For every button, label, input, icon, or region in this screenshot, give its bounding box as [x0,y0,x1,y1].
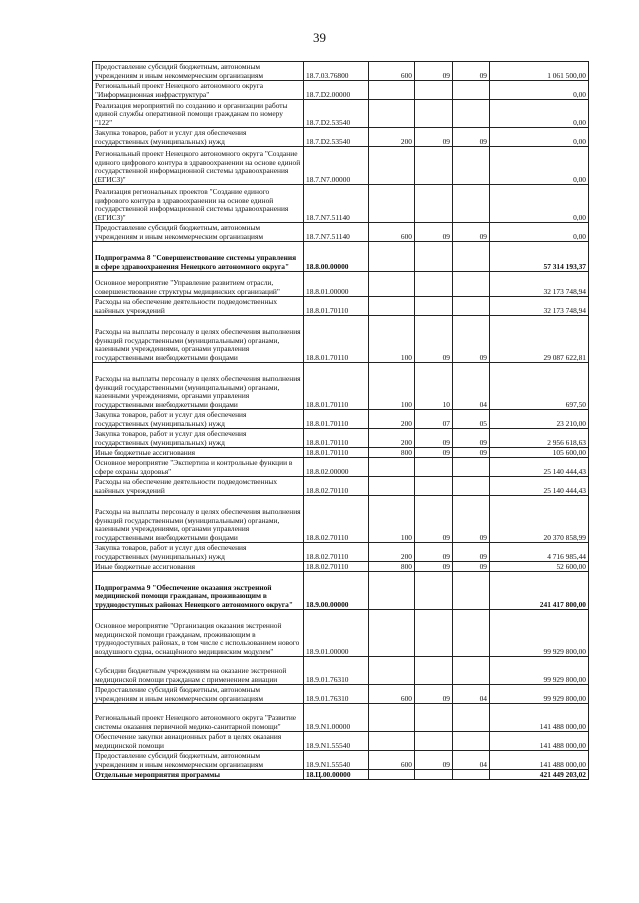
table-row [93,100,589,128]
row-name-cell: Иные бюджетные ассигнования [93,562,304,572]
row-subsection-cell [453,458,490,477]
row-amount-cell: 99 929 800,00 [490,657,589,685]
row-code-cell: 18.8.02.70110 [304,562,369,572]
row-subsection-cell: 04 [453,685,490,704]
row-expense-type-cell: 600 [369,223,415,242]
row-subsection-cell [453,657,490,685]
row-section-cell [415,297,453,316]
row-code-cell: 18.9.N1.00000 [304,704,369,732]
row-section-cell [415,242,453,272]
row-amount-cell: 0,00 [490,100,589,128]
row-expense-type-cell [369,100,415,128]
row-expense-type-cell: 800 [369,562,415,572]
row-expense-type-cell: 800 [369,448,415,458]
row-expense-type-cell [369,477,415,496]
row-name-cell: Расходы на обеспечение деятельности подведомственных казённых учреждений [93,477,304,496]
row-section-cell [415,732,453,751]
row-name-cell: Закупка товаров, работ и услуг для обеспечения государственных (муниципальных) нужд [93,429,304,448]
row-expense-type-cell: 200 [369,128,415,147]
row-amount-cell: 52 600,00 [490,562,589,572]
table-row [93,610,589,657]
row-code-cell: 18.8.01.70110 [304,363,369,410]
row-expense-type-cell [369,657,415,685]
row-subsection-cell: 04 [453,751,490,770]
row-code-cell: 18.9.00.00000 [304,572,369,610]
row-code-cell: 18.9.N1.55540 [304,732,369,751]
table-row [93,657,589,685]
row-name-cell: Субсидии бюджетным учреждениям на оказание экстренной медицинской помощи гражданам с применением авиации [93,657,304,685]
row-section-cell: 09 [415,62,453,81]
row-code-cell: 18.8.02.70110 [304,543,369,562]
table-row [93,685,589,704]
row-expense-type-cell: 100 [369,363,415,410]
row-expense-type-cell [369,272,415,297]
row-section-cell [415,185,453,223]
row-subsection-cell [453,704,490,732]
row-amount-cell: 0,00 [490,81,589,100]
row-expense-type-cell [369,81,415,100]
row-name-cell: Закупка товаров, работ и услуг для обеспечения государственных (муниципальных) нужд [93,410,304,429]
row-section-cell [415,477,453,496]
row-amount-cell: 23 210,00 [490,410,589,429]
row-expense-type-cell [369,458,415,477]
row-code-cell: 18.9.01.76310 [304,685,369,704]
row-amount-cell: 4 716 985,44 [490,543,589,562]
row-subsection-cell [453,147,490,185]
row-name-cell: Основное мероприятие "Управление развитием отрасли, совершенствование структуры медицинских организаций" [93,272,304,297]
row-code-cell: 18.7.D2.53540 [304,100,369,128]
row-amount-cell: 32 173 748,94 [490,297,589,316]
row-expense-type-cell [369,572,415,610]
row-code-cell: 18.7.03.76800 [304,62,369,81]
table-row [93,223,589,242]
row-subsection-cell: 09 [453,128,490,147]
table-row [93,448,589,458]
row-expense-type-cell [369,704,415,732]
row-subsection-cell: 04 [453,363,490,410]
row-expense-type-cell: 200 [369,429,415,448]
row-subsection-cell [453,100,490,128]
row-subsection-cell [453,572,490,610]
row-name-cell: Расходы на выплаты персоналу в целях обеспечения выполнения функций государственными (муниципальными) органами, казенными учреждениями, органами управления государственными внебюджетными фондами [93,496,304,543]
row-name-cell: Расходы на выплаты персоналу в целях обеспечения выполнения функций государственными (муниципальными) органами, казенными учреждениями, органами управления государственными внебюджетными фондами [93,316,304,363]
table-row [93,242,589,272]
row-code-cell: 18.7.N7.51140 [304,185,369,223]
row-subsection-cell [453,297,490,316]
row-name-cell: Предоставление субсидий бюджетным, автономным учреждениям и иным некоммерческим организациям [93,62,304,81]
row-name-cell: Региональный проект Ненецкого автономного округа "Информационная инфраструктура" [93,81,304,100]
row-code-cell: 18.7.D2.00000 [304,81,369,100]
table-row [93,147,589,185]
row-subsection-cell [453,272,490,297]
row-section-cell [415,100,453,128]
row-section-cell: 09 [415,448,453,458]
row-name-cell: Иные бюджетные ассигнования [93,448,304,458]
row-expense-type-cell [369,770,415,780]
table-row [93,751,589,770]
page-number: 39 [313,30,326,45]
row-subsection-cell: 09 [453,223,490,242]
row-code-cell: 18.8.01.70110 [304,429,369,448]
row-expense-type-cell: 600 [369,62,415,81]
row-expense-type-cell: 200 [369,543,415,562]
row-subsection-cell: 09 [453,448,490,458]
row-amount-cell: 99 929 800,00 [490,610,589,657]
budget-table [92,61,589,780]
row-code-cell: 18.7.N7.51140 [304,223,369,242]
row-section-cell: 09 [415,429,453,448]
row-amount-cell: 2 956 618,63 [490,429,589,448]
table-row [93,410,589,429]
row-expense-type-cell: 600 [369,751,415,770]
table-row [93,272,589,297]
row-amount-cell: 141 488 000,00 [490,732,589,751]
table-row [93,363,589,410]
row-subsection-cell [453,610,490,657]
row-subsection-cell [453,81,490,100]
table-row [93,704,589,732]
row-amount-cell: 0,00 [490,147,589,185]
table-row [93,316,589,363]
table-body [93,62,589,780]
row-name-cell: Реализация мероприятий по созданию и организации работы единой службы оперативной помощи гражданам по номеру "122" [93,100,304,128]
row-section-cell: 10 [415,363,453,410]
row-section-cell [415,610,453,657]
row-name-cell: Отдельные мероприятия программы [93,770,304,780]
row-code-cell: 18.9.01.76310 [304,657,369,685]
row-amount-cell: 25 140 444,43 [490,458,589,477]
row-amount-cell: 20 370 858,99 [490,496,589,543]
row-name-cell: Расходы на выплаты персоналу в целях обеспечения выполнения функций государственными (муниципальными) органами, казенными учреждениями, органами управления государственными внебюджетными фондами [93,363,304,410]
table-row [93,429,589,448]
row-section-cell: 09 [415,685,453,704]
row-section-cell [415,770,453,780]
row-code-cell: 18.8.02.70110 [304,477,369,496]
row-name-cell: Закупка товаров, работ и услуг для обеспечения государственных (муниципальных) нужд [93,128,304,147]
row-section-cell: 07 [415,410,453,429]
row-code-cell: 18.Ц.00.00000 [304,770,369,780]
row-name-cell: Подпрограмма 9 "Обеспечение оказания экстренной медицинской помощи гражданам, проживающим в труднодоступных районах Ненецкого автономного округа" [93,572,304,610]
row-code-cell: 18.8.01.70110 [304,297,369,316]
row-section-cell: 09 [415,316,453,363]
row-expense-type-cell [369,242,415,272]
row-section-cell [415,272,453,297]
row-name-cell: Закупка товаров, работ и услуг для обеспечения государственных (муниципальных) нужд [93,543,304,562]
row-amount-cell: 697,50 [490,363,589,410]
row-section-cell: 09 [415,223,453,242]
table-row [93,185,589,223]
row-section-cell: 09 [415,751,453,770]
row-subsection-cell: 09 [453,562,490,572]
row-section-cell: 09 [415,496,453,543]
row-name-cell: Расходы на обеспечение деятельности подведомственных казённых учреждений [93,297,304,316]
row-section-cell [415,147,453,185]
row-code-cell: 18.8.01.70110 [304,316,369,363]
row-amount-cell: 29 087 622,81 [490,316,589,363]
row-amount-cell: 99 929 800,00 [490,685,589,704]
row-name-cell: Предоставление субсидий бюджетным, автономным учреждениям и иным некоммерческим организациям [93,223,304,242]
row-name-cell: Обеспечение закупки авиационных работ в целях оказания медицинской помощи [93,732,304,751]
row-section-cell [415,81,453,100]
row-amount-cell: 1 061 500,00 [490,62,589,81]
row-amount-cell: 421 449 203,02 [490,770,589,780]
row-amount-cell: 105 600,00 [490,448,589,458]
row-section-cell [415,458,453,477]
table-row [93,732,589,751]
row-amount-cell: 141 488 000,00 [490,704,589,732]
row-expense-type-cell: 600 [369,685,415,704]
row-code-cell: 18.7.N7.00000 [304,147,369,185]
table-row [93,62,589,81]
row-amount-cell: 0,00 [490,128,589,147]
table-row [93,543,589,562]
row-code-cell: 18.8.01.70110 [304,448,369,458]
table-row [93,496,589,543]
row-amount-cell: 32 173 748,94 [490,272,589,297]
row-code-cell: 18.8.01.00000 [304,272,369,297]
row-expense-type-cell [369,610,415,657]
row-subsection-cell: 09 [453,543,490,562]
row-subsection-cell [453,770,490,780]
table-row [93,81,589,100]
row-section-cell: 09 [415,562,453,572]
row-subsection-cell [453,242,490,272]
row-amount-cell: 57 314 193,37 [490,242,589,272]
row-name-cell: Региональный проект Ненецкого автономного округа "Развитие системы оказания первичной медико-санитарной помощи" [93,704,304,732]
table-row [93,770,589,780]
row-expense-type-cell: 100 [369,496,415,543]
row-code-cell: 18.8.02.70110 [304,496,369,543]
row-code-cell: 18.8.01.70110 [304,410,369,429]
row-expense-type-cell: 200 [369,410,415,429]
row-code-cell: 18.9.N1.55540 [304,751,369,770]
row-name-cell: Предоставление субсидий бюджетным, автономным учреждениям и иным некоммерческим организациям [93,751,304,770]
row-subsection-cell [453,477,490,496]
row-name-cell: Основное мероприятие "Экспертиза и контрольные функции в сфере охраны здоровья" [93,458,304,477]
row-name-cell: Региональный проект Ненецкого автономного округа "Создание единого цифрового контура в здравоохранении на основе единой государственной информационной системы здравоохранения (ЕГИСЗ)" [93,147,304,185]
row-section-cell [415,572,453,610]
table-row [93,297,589,316]
row-section-cell [415,704,453,732]
table-row [93,572,589,610]
row-expense-type-cell: 100 [369,316,415,363]
row-section-cell: 09 [415,543,453,562]
row-code-cell: 18.8.02.00000 [304,458,369,477]
row-name-cell: Подпрограмма 8 "Совершенствование системы управления в сфере здравоохранения Ненецкого автономного округа" [93,242,304,272]
row-expense-type-cell [369,185,415,223]
row-amount-cell: 0,00 [490,223,589,242]
row-code-cell: 18.9.01.00000 [304,610,369,657]
table-row [93,477,589,496]
row-code-cell: 18.8.00.00000 [304,242,369,272]
row-expense-type-cell [369,297,415,316]
row-section-cell [415,657,453,685]
row-code-cell: 18.7.D2.53540 [304,128,369,147]
row-subsection-cell: 09 [453,429,490,448]
row-name-cell: Предоставление субсидий бюджетным, автономным учреждениям и иным некоммерческим организациям [93,685,304,704]
row-name-cell: Основное мероприятие "Организация оказания экстренной медицинской помощи гражданам, проживающим в труднодоступных районах, в том числе с использованием нового воздушного судна, оснащённого медицинским модулем" [93,610,304,657]
row-subsection-cell: 09 [453,496,490,543]
table-row [93,458,589,477]
row-subsection-cell: 09 [453,316,490,363]
row-section-cell: 09 [415,128,453,147]
row-subsection-cell: 05 [453,410,490,429]
row-amount-cell: 25 140 444,43 [490,477,589,496]
row-amount-cell: 0,00 [490,185,589,223]
row-expense-type-cell [369,732,415,751]
row-subsection-cell: 09 [453,62,490,81]
row-expense-type-cell [369,147,415,185]
row-amount-cell: 241 417 800,00 [490,572,589,610]
table-row [93,562,589,572]
row-amount-cell: 141 488 000,00 [490,751,589,770]
table-row [93,128,589,147]
row-subsection-cell [453,732,490,751]
row-name-cell: Реализация региональных проектов "Создание единого цифрового контура в здравоохранении на основе единой государственной информационной системы здравоохранения (ЕГИСЗ)" [93,185,304,223]
row-subsection-cell [453,185,490,223]
